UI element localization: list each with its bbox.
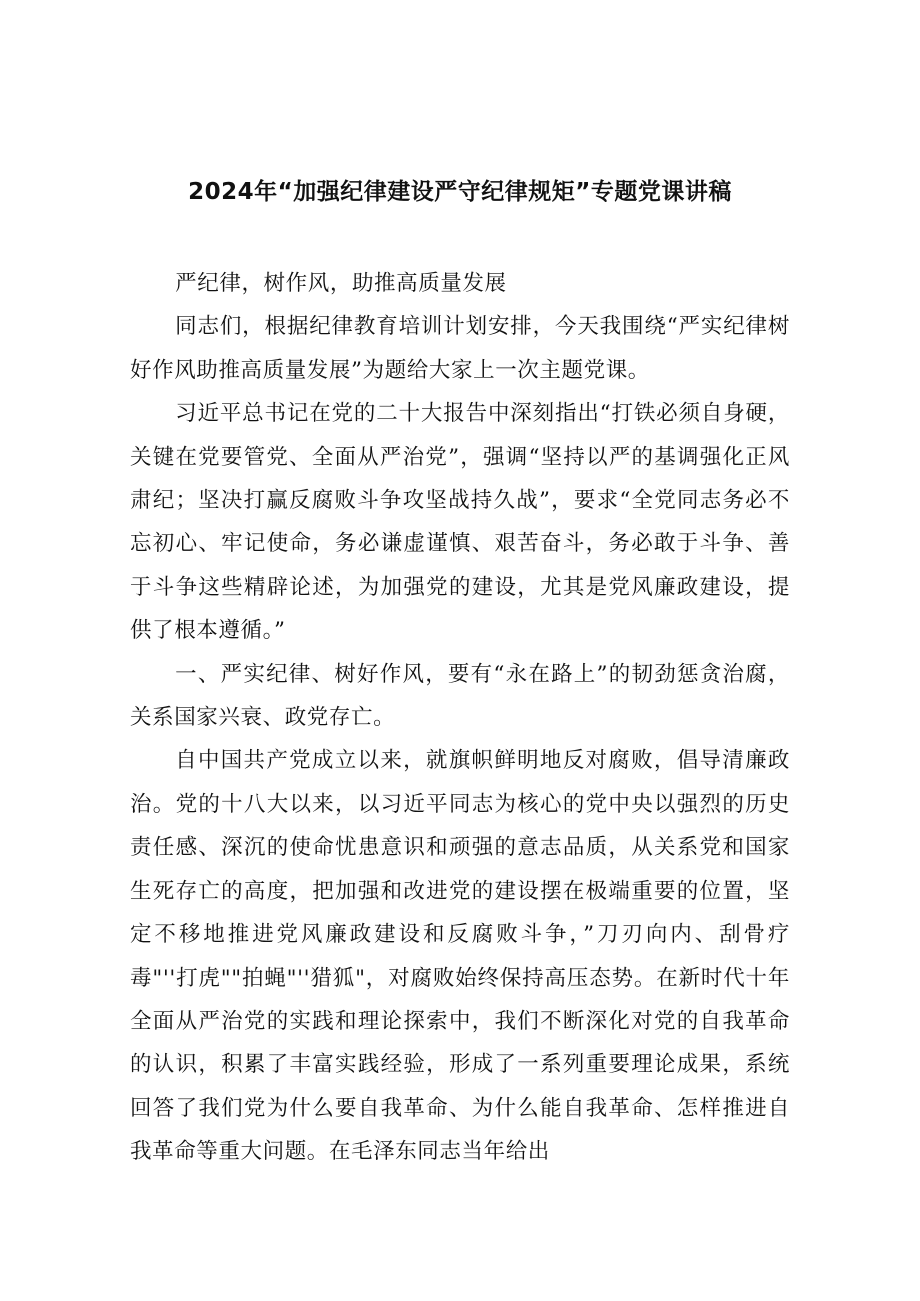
paragraph-history: 自中国共产党成立以来，就旗帜鲜明地反对腐败，倡导清廉政治。党的十八大以来，以习近平同志为核心的党中央以强烈的历史责任感、深沉的使命忧患意识和顽强的意志品质，从关系党和国家生死存亡的高度，把加强和改进党的建设摆在极端重要的位置，坚定不移地推进党风廉政建设和反腐败斗争，”刀刃向内、刮骨疗毒"''打虎""拍蝇"''猎狐"，对腐败始终保持高压态势。在新时代十年全面从严治党的实践和理论探索中，我们不断深化对党的自我革命的认识，积累了丰富实践经验，形成了一系列重要理论成果，系统回答了我们党为什么要自我革命、为什么能自我革命、怎样推进自我革命等重大问题。在毛泽东同志当年给出	[130, 748, 790, 1165]
document-body	[130, 262, 790, 1174]
paragraph-quote: 习近平总书记在党的二十大报告中深刻指出“打铁必须自身硬，关键在党要管党、全面从严治党”，强调“坚持以严的基调强化正风肃纪；坚决打赢反腐败斗争攻坚战持久战”，要求“全党同志务必不忘初心、牢记使命，务必谦虚谨慎、艰苦奋斗，务必敢于斗争、善于斗争这些精辟论述，为加强党的建设，尤其是党风廉政建设，提供了根本遵循。”	[130, 401, 790, 644]
paragraph-intro: 同志们，根据纪律教育培训计划安排，今天我围绕“严实纪律树好作风助推高质量发展”为题给大家上一次主题党课。	[130, 314, 790, 383]
section-heading-one: 一、严实纪律、树好作风，要有“永在路上”的韧劲惩贪治腐，关系国家兴衰、政党存亡。	[130, 661, 790, 731]
document-title: 2024年“加强纪律建设严守纪律规矩”专题党课讲稿	[188, 179, 732, 205]
document-subtitle: 严纪律，树作风，助推高质量发展	[175, 271, 507, 296]
